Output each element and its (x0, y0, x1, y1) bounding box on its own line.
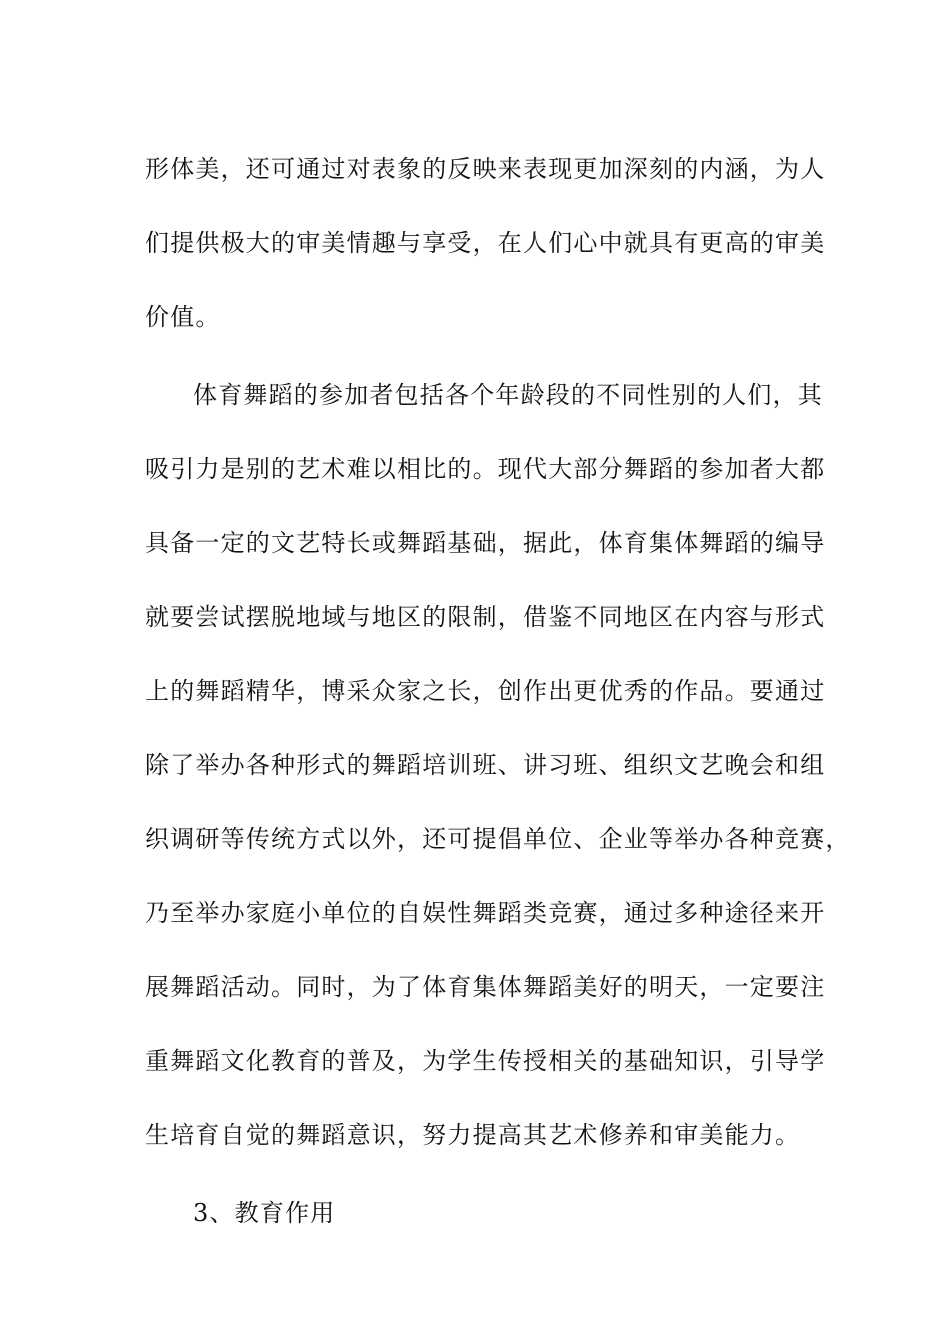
paragraph-line: 吸引力是别的艺术难以相比的。现代大部分舞蹈的参加者大都 (145, 455, 826, 483)
paragraph-line: 除了举办各种形式的舞蹈培训班、讲习班、组织文艺晚会和组 (145, 751, 826, 779)
paragraph-line: 展舞蹈活动。同时，为了体育集体舞蹈美好的明天，一定要注 (145, 973, 826, 1001)
paragraph-line: 价值。 (145, 303, 221, 331)
paragraph-line: 乃至举办家庭小单位的自娱性舞蹈类竞赛，通过多种途径来开 (145, 899, 826, 927)
document-body (145, 132, 851, 1250)
paragraph-line: 织调研等传统方式以外，还可提倡单位、企业等举办各种竞赛， (145, 825, 851, 853)
paragraph-line: 上的舞蹈精华，博采众家之长，创作出更优秀的作品。要通过 (145, 677, 826, 705)
paragraph-line: 生培育自觉的舞蹈意识，努力提高其艺术修养和审美能力。 (145, 1121, 801, 1149)
paragraph-line: 体育舞蹈的参加者包括各个年龄段的不同性别的人们，其 (193, 381, 823, 409)
paragraph-line: 们提供极大的审美情趣与享受，在人们心中就具有更高的审美 (145, 229, 826, 257)
section-heading: 3、教育作用 (193, 1199, 336, 1227)
paragraph-line: 就要尝试摆脱地域与地区的限制，借鉴不同地区在内容与形式 (145, 603, 826, 631)
paragraph-line: 形体美，还可通过对表象的反映来表现更加深刻的内涵，为人 (145, 155, 826, 183)
paragraph (145, 132, 826, 354)
paragraph-line: 重舞蹈文化教育的普及，为学生传授相关的基础知识，引导学 (145, 1047, 826, 1075)
paragraph-line: 具备一定的文艺特长或舞蹈基础，据此，体育集体舞蹈的编导 (145, 529, 826, 557)
paragraph (145, 358, 851, 1172)
